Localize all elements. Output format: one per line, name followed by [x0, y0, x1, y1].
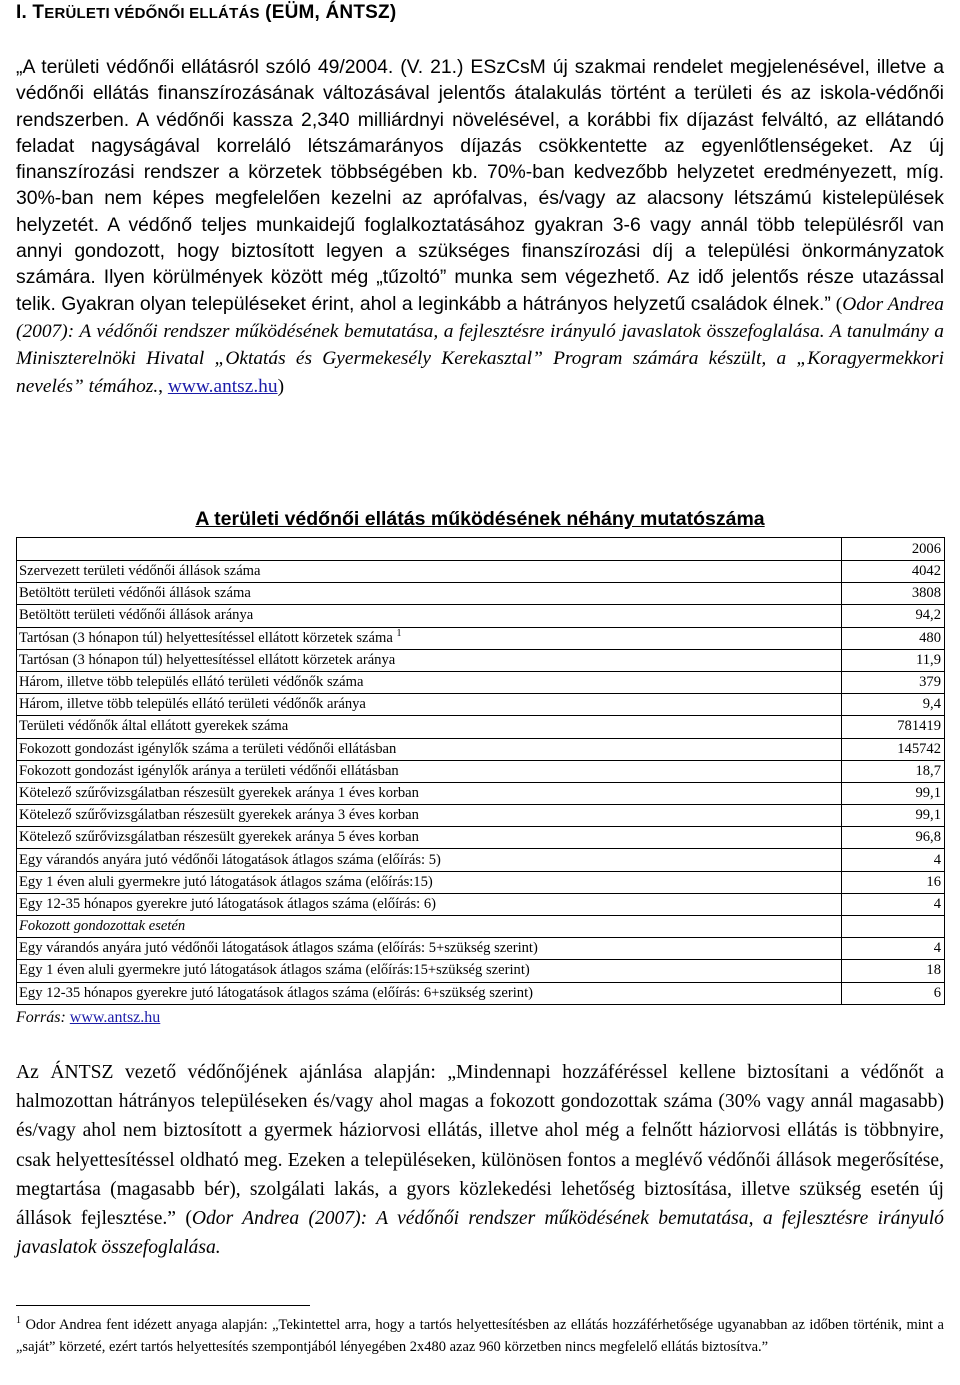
row-value: 480: [842, 627, 945, 649]
row-label-text: Három, illetve több település ellátó területi védőnők száma: [19, 674, 364, 691]
row-label: [17, 671, 842, 693]
row-value: 99,1: [842, 782, 945, 804]
recommendation-paragraph: [16, 1058, 944, 1262]
footnote-text: Odor Andrea fent idézett anyaga alapján: „Tekintettel arra, hogy a tartós helyettesítésben az ellátás hozzáférhetősége ugyanabban az időben történik, mint a „saját” körzeté, ezért tartós helyettesítés szempontjából lényegében 2x480 azaz 960 körzetben nincs megfelelő ellátás biztosítva.”: [16, 1317, 944, 1355]
row-value: 4: [842, 893, 945, 915]
row-label: [17, 694, 842, 716]
row-label-text: Szervezett területi védőnői állások száma: [19, 563, 261, 580]
row-value: 379: [842, 671, 945, 693]
row-label: [17, 827, 842, 849]
table-source: [16, 1009, 160, 1027]
rec-citation-open: (: [176, 1208, 192, 1230]
row-label: [17, 805, 842, 827]
table-row: [17, 583, 945, 605]
table-header-row: [17, 538, 945, 561]
row-label-text: Egy 1 éven aluli gyermekre jutó látogatások átlagos száma (előírás:15+szükség szerint): [19, 962, 530, 979]
heading-prefix: I. T: [16, 2, 45, 23]
citation-sep: ,: [158, 375, 168, 397]
table-row: [17, 893, 945, 915]
table-row: [17, 782, 945, 804]
table-row: [17, 605, 945, 627]
row-value: 96,8: [842, 827, 945, 849]
row-label: [17, 716, 842, 738]
row-value: 6: [842, 982, 945, 1004]
heading-suffix: (EÜM, ÁNTSZ): [259, 2, 397, 23]
recommendation-text: Az ÁNTSZ vezető védőnőjének ajánlása alapján: „Mindennapi hozzáféréssel kellene biztosítani a védőnőt a halmozottan hátrányos településeken és/vagy ahol magas a fokozott gondozottak száma (30% vagy annál magasabb) és/vagy ahol nem biztosított a gyermek háziorvosi ellátás, illetve ahol még a felnőtt háziorvosi ellátás is többnyire, csak helyettesítéssel oldható meg. Ezeken a településeken, különösen fontos a meglévő védőnői állások megerősítése, megtartása (magasabb bér), szolgálati lakás, a gyors közlekedési lehetőség biztosítása, illetve szükség esetén új állások fejlesztése.”: [16, 1062, 944, 1230]
table-row: [17, 671, 945, 693]
row-label: [17, 738, 842, 760]
row-value: 94,2: [842, 605, 945, 627]
table-row: [17, 916, 945, 938]
indicator-table: [16, 537, 945, 1005]
row-label-text: Egy várandós anyára jutó védőnői látogatások átlagos száma (előírás: 5+szükség szerint): [19, 940, 538, 957]
table-row: [17, 627, 945, 649]
intro-text: „A területi védőnői ellátásról szóló 49/2004. (V. 21.) ESzCsM új szakmai rendelet megjelenésével, illetve a védőnői ellátás finanszírozásának változásával jelentős átalakulás történt a területi és az iskola-védőnői rendszerben. A védőnői kassza 2,340 milliárdnyi növelésével, a korábbi fix díjazást felváltó, az ellátandó feladat nagyságával korreláló létszámarányos díjazás csökkentette az egyenlőtlenségeket. Az új finanszírozási rendszer a körzetek többségében kb. 70%-ban kedvezőbb helyzetet eredményezett, míg. 30%-ban nem képes megfelelően kezelni az aprófalvas, és/vagy az alacsony létszámú kistelepülések helyzetét. A védőnő teljes munkaidejű foglalkoztatásához gyakran 3-6 vagy annál több településről van annyi gondozott, hogy biztosított legyen a szükséges finanszírozási díj a települési önkormányzatok számára. Ilyen körülmények között még „tűzoltó” munka sem végezhető. Az idő jelentős része utazással telik. Gyakran olyan településeket érint, ahol a leginkább a hátrányos helyzetű családok élnek.”: [16, 56, 944, 315]
row-label: [17, 782, 842, 804]
row-label-text: Betöltött területi védőnői állások aránya: [19, 607, 254, 624]
intro-paragraph: [16, 54, 944, 400]
rec-citation-italic: Odor Andrea (2007): A védőnői rendszer működésének bemutatása, a fejlesztésre irányuló javaslatok összefoglalása.: [16, 1208, 944, 1259]
row-label-text: Fokozott gondozást igénylők aránya a területi védőnői ellátásban: [19, 762, 399, 779]
heading-small-caps: ERÜLETI VÉDŐNŐI ELLÁTÁS: [44, 5, 260, 22]
row-value: 145742: [842, 738, 945, 760]
row-label-text: Fokozott gondozottak esetén: [19, 918, 186, 935]
citation-open: (: [830, 293, 843, 315]
row-value: 16: [842, 871, 945, 893]
footnote-number: 1: [16, 1315, 21, 1327]
year-header: 2006: [842, 538, 945, 561]
row-label: [17, 561, 842, 583]
source-link[interactable]: www.antsz.hu: [69, 1009, 161, 1026]
row-label: [17, 893, 842, 915]
table-row: [17, 649, 945, 671]
row-value: 9,4: [842, 694, 945, 716]
table-row: [17, 760, 945, 782]
row-value: 3808: [842, 583, 945, 605]
row-label-text: Kötelező szűrővizsgálatban részesült gyerekek aránya 1 éves korban: [19, 784, 419, 801]
antsz-link[interactable]: www.antsz.hu: [167, 375, 278, 397]
table-row: [17, 561, 945, 583]
row-value: 11,9: [842, 649, 945, 671]
row-label-text: Betöltött területi védőnői állások száma: [19, 585, 251, 602]
row-label: [17, 605, 842, 627]
row-label: [17, 960, 842, 982]
row-label-text: Egy várandós anyára jutó védőnői látogatások átlagos száma (előírás: 5): [19, 851, 441, 868]
footnote: [16, 1314, 944, 1358]
footnote-rule: [16, 1305, 310, 1306]
row-value: 18: [842, 960, 945, 982]
row-value: 99,1: [842, 805, 945, 827]
row-label: [17, 627, 842, 649]
row-label-text: Egy 1 éven aluli gyermekre jutó látogatások átlagos száma (előírás:15): [19, 873, 433, 890]
table-title: A területi védőnői ellátás működésének néhány mutatószáma: [195, 508, 765, 530]
table-row: [17, 805, 945, 827]
table-row: [17, 738, 945, 760]
row-value: 4042: [842, 561, 945, 583]
row-label-text: Fokozott gondozást igénylők száma a területi védőnői ellátásban: [19, 740, 397, 757]
table-row: [17, 716, 945, 738]
row-label-text: Három, illetve több település ellátó területi védőnők aránya: [19, 696, 366, 713]
row-label-text: Tartósan (3 hónapon túl) helyettesítéssel ellátott körzetek aránya: [19, 651, 396, 668]
row-label-text: Kötelező szűrővizsgálatban részesült gyerekek aránya 3 éves korban: [19, 807, 419, 824]
row-label: [17, 760, 842, 782]
row-label-text: Tartósan (3 hónapon túl) helyettesítéssel ellátott körzetek száma: [19, 629, 393, 646]
row-label: [17, 916, 842, 938]
citation-italic: Odor Andrea (2007): A védőnői rendszer működésének bemutatása, a fejlesztésre irányuló javaslatok összefoglalása. A tanulmány a Miniszterelnöki Hivatal „Oktatás és Gyermekesély Kerekasztal” Program számára készült, a „Koragyermekkori nevelés” témához.: [16, 293, 945, 397]
row-label: [17, 938, 842, 960]
row-label-text: Területi védőnők által ellátott gyerekek száma: [19, 718, 289, 735]
row-footnote-ref: 1: [396, 627, 402, 639]
row-value: [842, 916, 945, 938]
source-label: Forrás:: [16, 1009, 70, 1026]
row-label: [17, 849, 842, 871]
row-value: 4: [842, 938, 945, 960]
header-empty-cell: [17, 538, 842, 561]
row-label: [17, 649, 842, 671]
row-label-text: Kötelező szűrővizsgálatban részesült gyerekek aránya 5 éves korban: [19, 829, 419, 846]
row-label: [17, 583, 842, 605]
row-label-text: Egy 12-35 hónapos gyerekre jutó látogatások átlagos száma (előírás: 6): [19, 895, 437, 912]
row-value: 4: [842, 849, 945, 871]
row-label-text: Egy 12-35 hónapos gyerekre jutó látogatások átlagos száma (előírás: 6+szükség szerint): [19, 984, 533, 1001]
citation-close: ): [277, 375, 285, 397]
row-label: [17, 982, 842, 1004]
table-row: [17, 982, 945, 1004]
row-label: [17, 871, 842, 893]
table-row: [17, 827, 945, 849]
table-row: [17, 694, 945, 716]
table-row: [17, 871, 945, 893]
section-heading: [16, 2, 396, 24]
table-row: [17, 849, 945, 871]
row-value: 18,7: [842, 760, 945, 782]
table-row: [17, 938, 945, 960]
table-row: [17, 960, 945, 982]
row-value: 781419: [842, 716, 945, 738]
